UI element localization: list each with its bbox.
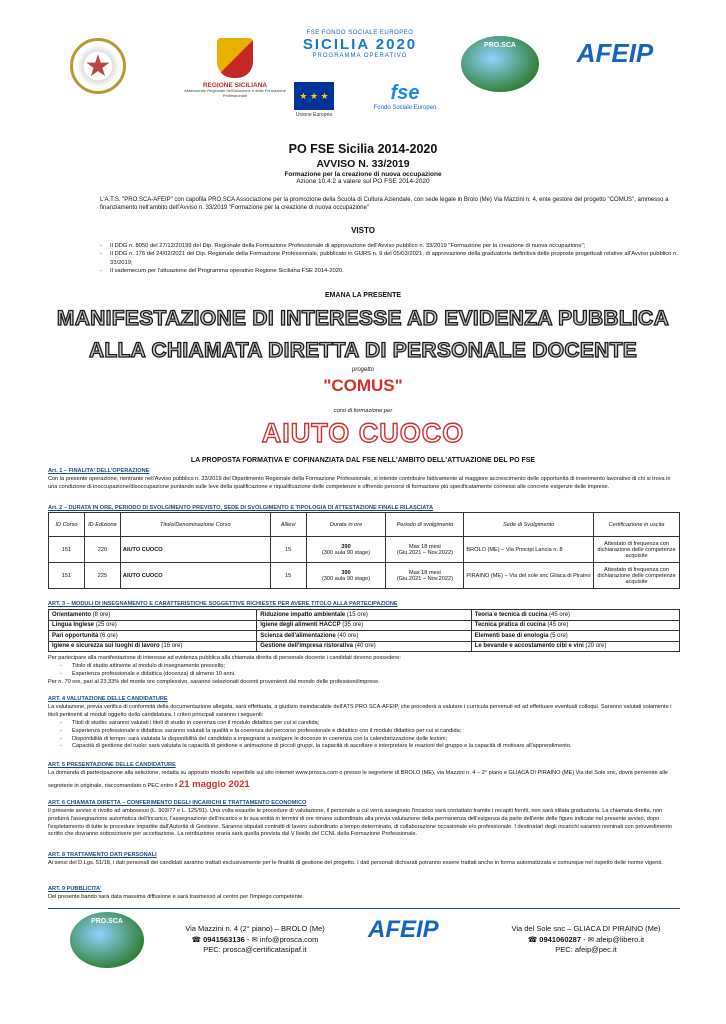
periodo-range: (Giu.2021 – Nov.2022) — [396, 549, 453, 556]
prosca-logo — [460, 36, 540, 92]
module-hours: (8 ore) — [92, 611, 111, 618]
module-hours: (45 ore) — [547, 622, 569, 629]
criteria-list — [60, 720, 680, 751]
col-header: Certificazione in uscita — [594, 513, 680, 537]
col-header: Titolo/Denominazione Corso — [120, 513, 270, 537]
visto-item: - Il vademecum per l'attuazione del Programma operativo Regione Siciliana FSE 2014-2020. — [100, 267, 700, 275]
afeip-logo — [560, 38, 670, 69]
cell-sede: PIRAINO (ME) – Via del sole snc Gliaca di Piraino — [464, 563, 594, 589]
col-header: Sede di Svolgimento — [464, 513, 594, 537]
module-row — [49, 620, 680, 631]
title-block — [0, 142, 726, 185]
table-row — [49, 563, 680, 589]
art3-heading: ART. 3 – MODULI DI INSEGNAMENTO E CARATTERISTICHE SOGGETTIVE RICHIESTE PER AVERE TITOLO ALLA PARTECIPAZIONE — [48, 601, 398, 607]
module-cell — [471, 620, 679, 631]
footer-divider — [48, 908, 680, 909]
module-cell — [471, 641, 679, 652]
module-name: Teoria e tecnica di cucina — [474, 611, 548, 618]
requirements-list — [60, 663, 680, 679]
art5-heading: ART. 5 PRESENTAZIONE DELLE CANDIDATURE — [48, 762, 176, 768]
requirement-item: - Titolo di studio attinente al modulo di insegnamento prescelto; — [60, 663, 680, 671]
main-title-line-2: ALLA CHIAMATA DIRETTA DI PERSONALE DOCENTE — [88, 339, 638, 362]
modules-table — [48, 609, 680, 652]
prosca-globe-icon: PRO.SCA — [461, 36, 539, 92]
cell-allievi: 15 — [270, 563, 306, 589]
afeip-email[interactable]: afeip@libero.it — [596, 934, 645, 944]
eu-flag-icon: ★ ★ ★ — [294, 82, 334, 110]
shield-icon — [217, 38, 253, 78]
phone-icon: ☎ — [191, 934, 201, 944]
criteria-item: - Esperienza professionale e didattica: saranno valutati la qualità e la coerenza del percorso professionale e didattico con il modulo didattico per cui si candida; — [60, 728, 680, 736]
module-cell — [257, 610, 472, 621]
periodo-range: (Giu.2021 – Nov.2022) — [396, 575, 453, 582]
regione-siciliana-logo — [180, 38, 290, 99]
eu-logo — [292, 82, 336, 118]
module-name: Orientamento — [52, 611, 92, 618]
prosca-address: Via Mazzini n. 4 (2° piano) – BROLO (Me) — [185, 924, 325, 933]
email-icon: ✉ — [587, 934, 594, 944]
prosca-email[interactable]: info@prosca.com — [259, 934, 319, 944]
afeip-phone: 0941060287 — [539, 934, 582, 944]
module-hours: (20 ore) — [585, 643, 607, 650]
art4-heading: ART. 4 VALUTAZIONE DELLE CANDIDATURE — [48, 696, 168, 702]
eu-label: Unione Europea — [295, 112, 333, 118]
visto-heading: VISTO — [351, 226, 375, 235]
module-hours: (35 ore) — [342, 622, 364, 629]
course-name: AIUTO CUOCO — [261, 418, 465, 448]
cell-certificazione: Attestato di frequenza con dichiarazione delle competenze acquisite — [594, 563, 680, 589]
project-name: "COMUS" — [323, 376, 403, 395]
criteria-item: - Titoli di studio: saranno valutati i titoli di studio in coerenza con il modulo didattico per cui si candida; — [60, 720, 680, 728]
afeip-pec: PEC: afeip@pec.it — [555, 945, 617, 954]
module-name: Le bevande e accostamento cibi e vini — [474, 643, 584, 650]
col-header: ID Edizione — [84, 513, 120, 537]
avviso-number: AVVISO N. 33/2019 — [316, 158, 410, 170]
module-name: Igiene degli alimenti HACCP — [260, 622, 341, 629]
table-row — [49, 537, 680, 563]
italian-republic-emblem — [70, 38, 126, 94]
module-hours: (5 ore) — [550, 632, 568, 639]
col-header: ID Corso — [49, 513, 85, 537]
module-hours: (45 ore) — [549, 611, 571, 618]
fse-label: Fondo Sociale Europeo — [373, 105, 437, 111]
art1-heading: Art. 1 – FINALITA' DELL'OPERAZIONE — [48, 468, 150, 474]
periodo-max: Max 18 mesi — [409, 543, 441, 550]
art4-text: La valutazione, previa verifica di conformità della documentazione allegata, sarà effettuata, a giudizio insindacabile dell'ATS PRO.SCA-AFEIP, che procederà a valutare i curricula pervenuti ed ad effettuare eventuali colloqui. Saranno valutati solamente i titoli pertinenti al moduli oggetto della candidatura. I criteri principali saranno i seguenti: — [48, 704, 672, 718]
art1-text: Con la presente operazione, rientrante nell'Avviso pubblico n. 33/2019 del Dipartimento Regionale della Formazione Professionale, si intende contribuire fattivamente al maggiore accrescimento delle opportunità di inserimento lavorativo di chi si trova in una condizione di inoccupazione/disoccupazione puntando sulle leve della qualificazione e riqualificazione delle competenze e offrendo percorsi di formazione più specificatamente connessi alle concrete esigenze delle imprese. — [48, 476, 671, 490]
durata-detail: (300 aula 90 stage) — [321, 549, 371, 556]
art3-note: Per n. 70 ore, pari al 23,33% del monte ore complessivo, saranno selezionati docenti provenienti dal mondo delle professioni/imprese. — [48, 679, 380, 685]
module-cell — [471, 610, 679, 621]
module-name: Lingua Inglese — [52, 622, 95, 629]
prosca-contact-line: ☎ 0941563136 - ✉ info@prosca.com — [191, 934, 319, 944]
module-cell — [257, 641, 472, 652]
requirement-item: - Esperienza professionale e didattica (docenza) di almeno 10 anni. — [60, 671, 680, 679]
prosca-phone: 0941563136 — [203, 934, 245, 944]
sicilia-2020-word: SICILIA 2020 — [302, 36, 418, 53]
visto-item: - Il DDG n. 176 del 24/02/2021 del Dip. Regionale della Formazione Professionale, pubblicato in GURS n. 9 del 05/03/2021, di approvazione della graduatoria definitiva delle proposte progettuali relative all'Avviso pubblico n. 33/2019; — [100, 250, 700, 267]
visto-list — [100, 242, 700, 276]
proposta-line: LA PROPOSTA FORMATIVA E' COFINANZIATA DAL FSE NELL'AMBITO DELL'ATTUAZIONE DEL PO FSE — [190, 457, 536, 464]
emana-heading: EMANA LA PRESENTE — [324, 292, 402, 299]
fse-logo — [360, 82, 450, 111]
module-cell — [49, 641, 257, 652]
footer-prosca-logo: PRO.SCA — [70, 912, 144, 968]
footer-prosca-contacts — [160, 924, 350, 956]
programma-label: PROGRAMMA OPERATIVO — [312, 53, 408, 59]
art9-heading: ART. 9 PUBBLICITA' — [48, 886, 102, 892]
col-header: Durata in ore — [306, 513, 386, 537]
module-hours: (25 ore) — [95, 622, 117, 629]
fse-top-label: FSE FONDO SOCIALE EUROPEO — [306, 30, 414, 36]
criteria-item: - Capacità di gestione del ruolo: sarà valutata la capacità di gestione e animazione di piccoli gruppi, la capacità di ascoltare e interpretare le reazioni del gruppo e la capacità di motivare all'apprendimento. — [60, 743, 680, 751]
criteria-item: - Disponibilità di tempo: sarà valutata la disponibilità del candidato a impegnarsi a svolgere le docenze in coerenza con la calendarizzazione delle lezioni; — [60, 736, 680, 744]
afeip-contact-line: ☎ 0941060287 - ✉ afeip@libero.it — [527, 934, 645, 944]
footer-afeip-logo: AFEIP — [368, 916, 439, 943]
cell-periodo — [386, 563, 464, 589]
prosca-pec: PEC: prosca@certificatasipaf.it — [203, 945, 307, 954]
module-row — [49, 631, 680, 642]
cell-durata — [306, 563, 386, 589]
regione-name: REGIONE SICILIANA — [202, 82, 268, 89]
cell-allievi: 15 — [270, 537, 306, 563]
footer-afeip-contacts — [486, 924, 686, 956]
art6-heading: ART. 6 CHIAMATA DIRETTA – CONFERIMENTO DEGLI INCARICHI E TRATTAMENTO ECONOMICO — [48, 800, 307, 806]
module-name: Gestione dell'impresa ristorativa — [260, 643, 354, 650]
col-header: Periodo di svolgimento — [386, 513, 464, 537]
module-name: Elementi base di enologia — [474, 632, 549, 639]
module-cell — [49, 610, 257, 621]
sicilia-2020-logo — [295, 30, 425, 59]
afeip-wordmark: AFEIP — [576, 38, 654, 68]
durata-detail: (300 aula 90 stage) — [321, 575, 371, 582]
afeip-address: Via del Sole snc – GLIACA DI PIRAINO (Me) — [511, 924, 661, 933]
module-name: Igiene e sicurezza sui luoghi di lavoro — [52, 643, 160, 650]
corsi-label: corsi di formazione per — [333, 408, 393, 414]
cell-id-corso: 151 — [49, 563, 85, 589]
art6-text: Il presente avviso è rivolto ad ambosessi (L. 903/77 e L. 125/91). Una volta esaurite le procedure di valutazione, il personale a cui verrà assegnato l'incarico sarà contattato tramite i recapiti forniti, non sarà stilata graduatoria. La chiamata diretta, non produrrà l'assegnazione automatica dell'incarico, l'assegnazione dell'incarico e lo sua entità in termini di ore rimane subordinato alla previa valutazione della permanenza dell'esigenza da parte dell'ente delle figure indicate nel presente avviso, dopo l'espletamento di tutte le procedure impartite dall'Autorità di Gestione. Saranno stipulati contratti di lavoro subordinato a tempo determinato, di collaborazione occasionale e/o professionale. I destinatari degli incarichi saranno nominati con provvedimento scritto che dovranno sottoscrivere per accettazione. La retribuzione oraria sarà quella prevista dal V livello del CCNL della Formazione Professionale. — [48, 808, 673, 838]
module-cell — [257, 620, 472, 631]
phone-icon: ☎ — [527, 934, 538, 944]
module-row — [49, 641, 680, 652]
table-header-row — [49, 513, 680, 537]
art5-text — [48, 770, 680, 791]
module-cell — [257, 631, 472, 642]
art8-heading: ART. 8 TRATTAMENTO DATI PERSONALI — [48, 852, 157, 858]
email-icon: ✉ — [251, 934, 258, 944]
avviso-action: Azione 10.4.2 a valere sul PO FSE 2014-2020 — [296, 178, 430, 185]
visto-item: - Il DDG n. 8050 del 27/12/20199 del Dip. Regionale della Formazione Professionale di approvazione dell'Avviso pubblico n. 33/2019 "Formazione per la creazione di nuova occupazione"; — [100, 242, 700, 250]
po-title: PO FSE Sicilia 2014-2020 — [288, 142, 438, 156]
periodo-max: Max 18 mesi — [409, 569, 441, 576]
art8-text: Ai sensi del D.Lgs. 51/18, i dati personali dei candidati saranno trattati esclusivamente per le finalità di gestione del progetto. I dati personali dichiarati potranno essere trattati anche in forma automatizzata e comunque nel rispetto delle norme vigenti. — [48, 860, 663, 866]
module-cell — [49, 620, 257, 631]
module-hours: (6 ore) — [100, 632, 118, 639]
cell-titolo: AIUTO CUOCO — [120, 563, 270, 589]
module-cell — [471, 631, 679, 642]
logo-row — [40, 30, 690, 130]
avviso-subtitle: Formazione per la creazione di nuova occupazione — [284, 171, 442, 178]
module-name: Scienza dell'alimentazione — [260, 632, 336, 639]
cell-certificazione: Attestato di frequenza con dichiarazione delle competenze acquisite — [594, 537, 680, 563]
main-title-line-1: MANIFESTAZIONE DI INTERESSE AD EVIDENZA PUBBLICA — [56, 307, 670, 330]
art9-text: Del presente bando sarà data massima diffusione e sarà trasmesso al centro per l'impiego competente. — [48, 894, 304, 900]
module-hours: (15 ore) — [346, 611, 368, 618]
regione-sub: Assessorato Regionale dell'Istruzione e della Formazione Professionale — [184, 88, 286, 98]
module-hours: (16 ore) — [161, 643, 183, 650]
module-hours: (40 ore) — [354, 643, 376, 650]
progetto-label: progetto — [351, 367, 375, 373]
durata-hours: 390 — [341, 569, 351, 576]
module-name: Riduzione impatto ambientale — [260, 611, 346, 618]
art5-body: La domanda di partecipazione alla selezione, redatta su apposito modello reperibile sul sito internet www.prosca.com o presso le segreterie di BROLO (ME), via Mazzini n. 4 – 2° piano e GLIACA DI PIRAINO (ME) Via del Sole snc, dovrà pervenire alle segreterie in originale, riaccomandato o PEC entro il — [48, 770, 668, 789]
module-hours: (40 ore) — [337, 632, 359, 639]
fse-mark: fse — [390, 82, 420, 104]
cell-titolo: AIUTO CUOCO — [120, 537, 270, 563]
star-icon: ★ — [70, 38, 126, 94]
cell-id-edizione: 220 — [84, 537, 120, 563]
art2-heading: Art. 2 – DURATA IN ORE, PERIODO DI SVOLGIMENTO PREVISTO, SEDE DI SVOLGIMENTO E TIPOLOGIA DI ATTESTAZIONE FINALE RILASCIATA — [48, 505, 434, 511]
col-header: Allievi — [270, 513, 306, 537]
deadline-date: 21 maggio 2021 — [178, 778, 250, 790]
cell-sede: BROLO (ME) – Via Principi Lancia n. 8 — [464, 537, 594, 563]
cell-id-edizione: 225 — [84, 563, 120, 589]
module-name: Tecnica pratica di cucina — [474, 622, 546, 629]
requirements-intro: Per partecipare alla manifestazione di interesse ad evidenza pubblica alla chiamata diretta di personale docente i candidati devono possedere: — [48, 655, 401, 661]
module-row — [49, 610, 680, 621]
module-name: Pari opportunità — [52, 632, 99, 639]
courses-table — [48, 512, 680, 589]
module-cell — [49, 631, 257, 642]
cell-periodo — [386, 537, 464, 563]
cell-id-corso: 151 — [49, 537, 85, 563]
durata-hours: 390 — [341, 543, 351, 550]
intro-paragraph: L'A.T.S. "PRO.SCA-AFEIP" con capofila PRO.SCA Associazione per la promozione della Scuola di Cultura Aziendale, con sede legale in Brolo (Me) Via Mazzini n. 4, ente gestore del progetto "COMUS", ammesso a finanziamento nell'ambito dell'Avviso n. 33/2019 "Formazione per la creazione di nuova occupazione" — [100, 197, 669, 212]
cell-durata — [306, 537, 386, 563]
